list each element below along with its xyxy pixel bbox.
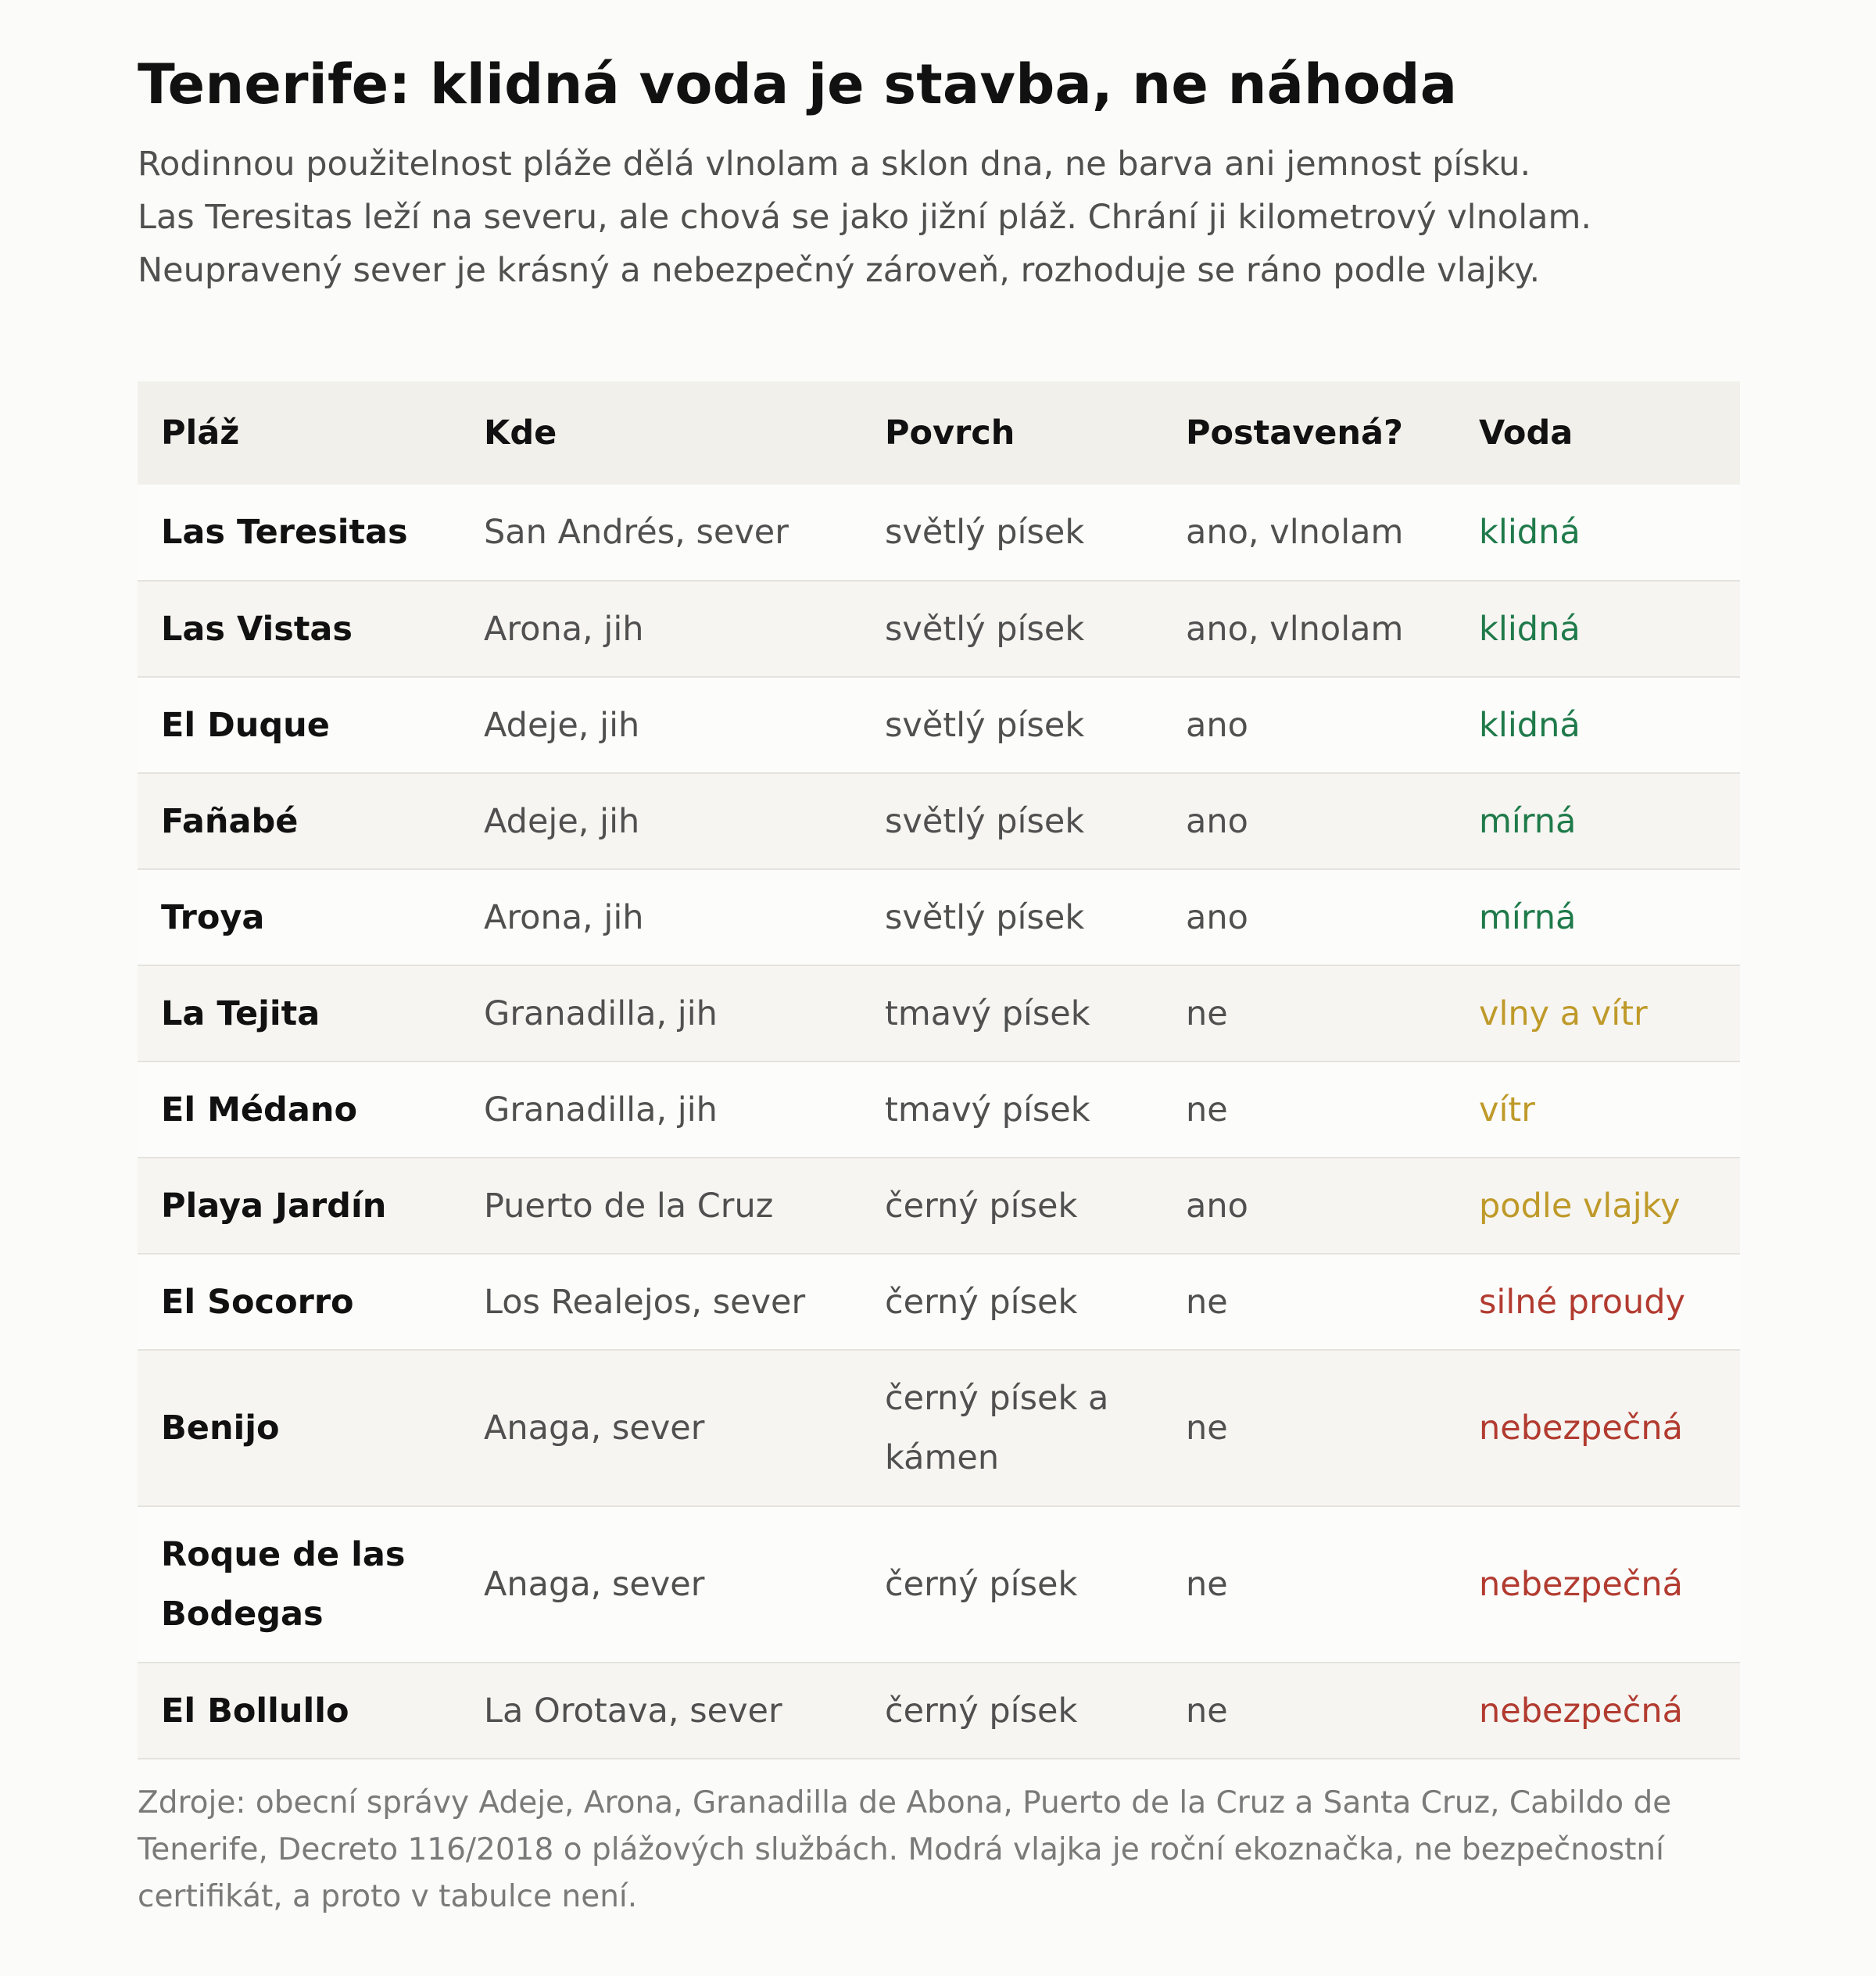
cell-water: nebezpečná <box>1455 1506 1740 1663</box>
table-row <box>138 1158 1740 1254</box>
cell-beach: El Duque <box>138 677 460 773</box>
cell-beach: Fañabé <box>138 773 460 869</box>
cell-built: ano, vlnolam <box>1162 485 1455 581</box>
cell-water: klidná <box>1455 581 1740 677</box>
cell-surface: světlý písek <box>861 869 1162 965</box>
cell-surface: černý písek <box>861 1506 1162 1663</box>
cell-surface: světlý písek <box>861 485 1162 581</box>
page-title: Tenerife: klidná voda je stavba, ne náhoda <box>138 52 1458 116</box>
cell-beach: Playa Jardín <box>138 1158 460 1254</box>
intro-line: Rodinnou použitelnost pláže dělá vlnolam a sklon dna, ne barva ani jemnost písku. <box>138 145 1531 184</box>
table-row <box>138 1350 1740 1506</box>
column-header-built: Postavená? <box>1186 413 1403 453</box>
cell-where: Puerto de la Cruz <box>460 1158 861 1254</box>
table-row <box>138 581 1740 677</box>
cell-built: ne <box>1162 1663 1455 1759</box>
column-header-surface: Povrch <box>885 413 1015 453</box>
cell-beach: El Bollullo <box>138 1663 460 1759</box>
cell-where: San Andrés, sever <box>460 485 861 581</box>
cell-surface: tmavý písek <box>861 1061 1162 1158</box>
cell-surface: světlý písek <box>861 773 1162 869</box>
cell-beach: Troya <box>138 869 460 965</box>
cell-where: Adeje, jih <box>460 773 861 869</box>
cell-surface: černý písek <box>861 1254 1162 1350</box>
cell-built: ne <box>1162 965 1455 1061</box>
cell-where: Adeje, jih <box>460 677 861 773</box>
cell-beach: Las Teresitas <box>138 485 460 581</box>
table-row <box>138 1663 1740 1759</box>
cell-where: Arona, jih <box>460 581 861 677</box>
cell-surface: světlý písek <box>861 581 1162 677</box>
cell-where: Granadilla, jih <box>460 1061 861 1158</box>
cell-water: mírná <box>1455 773 1740 869</box>
column-header-beach: Pláž <box>161 413 240 453</box>
cell-water: klidná <box>1455 677 1740 773</box>
cell-beach: Benijo <box>138 1350 460 1506</box>
cell-water: klidná <box>1455 485 1740 581</box>
cell-water: nebezpečná <box>1455 1350 1740 1506</box>
cell-surface: světlý písek <box>861 677 1162 773</box>
cell-surface: černý písek a kámen <box>861 1350 1162 1506</box>
table-row <box>138 773 1740 869</box>
table-row <box>138 869 1740 965</box>
cell-built: ano, vlnolam <box>1162 581 1455 677</box>
intro-line: Las Teresitas leží na severu, ale chová se jako jižní pláž. Chrání ji kilometrový vlnolam. <box>138 198 1592 237</box>
column-header-where: Kde <box>484 413 557 453</box>
cell-water: mírná <box>1455 869 1740 965</box>
cell-where: Los Realejos, sever <box>460 1254 861 1350</box>
table-row <box>138 1506 1740 1663</box>
cell-built: ano <box>1162 677 1455 773</box>
table-row <box>138 1254 1740 1350</box>
cell-built: ano <box>1162 869 1455 965</box>
column-header-water: Voda <box>1479 413 1573 453</box>
cell-built: ne <box>1162 1350 1455 1506</box>
cell-beach: El Socorro <box>138 1254 460 1350</box>
table-row <box>138 677 1740 773</box>
cell-where: Granadilla, jih <box>460 965 861 1061</box>
article <box>138 48 1740 1951</box>
cell-beach: Las Vistas <box>138 581 460 677</box>
cell-built: ano <box>1162 1158 1455 1254</box>
table-row <box>138 965 1740 1061</box>
cell-water: vlny a vítr <box>1455 965 1740 1061</box>
cell-surface: černý písek <box>861 1158 1162 1254</box>
beach-table <box>138 381 1740 1759</box>
table-header-row <box>138 381 1740 485</box>
cell-surface: tmavý písek <box>861 965 1162 1061</box>
table-body <box>138 485 1740 1759</box>
sources-note: Zdroje: obecní správy Adeje, Arona, Granadilla de Abona, Puerto de la Cruz a Santa Cruz, Cabildo de Tenerife, Decreto 116/2018 o plážových službách. Modrá vlajka je roční ekoznačka, ne bezpečnostní certifikát, a proto v tabulce není. <box>138 1785 1672 1914</box>
cell-water: podle vlajky <box>1455 1158 1740 1254</box>
cell-built: ne <box>1162 1506 1455 1663</box>
cell-beach: La Tejita <box>138 965 460 1061</box>
cell-where: Arona, jih <box>460 869 861 965</box>
cell-where: Anaga, sever <box>460 1506 861 1663</box>
table-row <box>138 485 1740 581</box>
table-row <box>138 1061 1740 1158</box>
cell-water: nebezpečná <box>1455 1663 1740 1759</box>
cell-where: Anaga, sever <box>460 1350 861 1506</box>
cell-water: silné proudy <box>1455 1254 1740 1350</box>
cell-beach: Roque de las Bodegas <box>138 1506 460 1663</box>
cell-built: ano <box>1162 773 1455 869</box>
cell-surface: černý písek <box>861 1663 1162 1759</box>
intro-line: Neupravený sever je krásný a nebezpečný zároveň, rozhoduje se ráno podle vlajky. <box>138 251 1541 290</box>
cell-beach: El Médano <box>138 1061 460 1158</box>
cell-water: vítr <box>1455 1061 1740 1158</box>
cell-built: ne <box>1162 1254 1455 1350</box>
cell-built: ne <box>1162 1061 1455 1158</box>
intro <box>138 138 1740 297</box>
table-header <box>138 381 1740 485</box>
cell-where: La Orotava, sever <box>460 1663 861 1759</box>
